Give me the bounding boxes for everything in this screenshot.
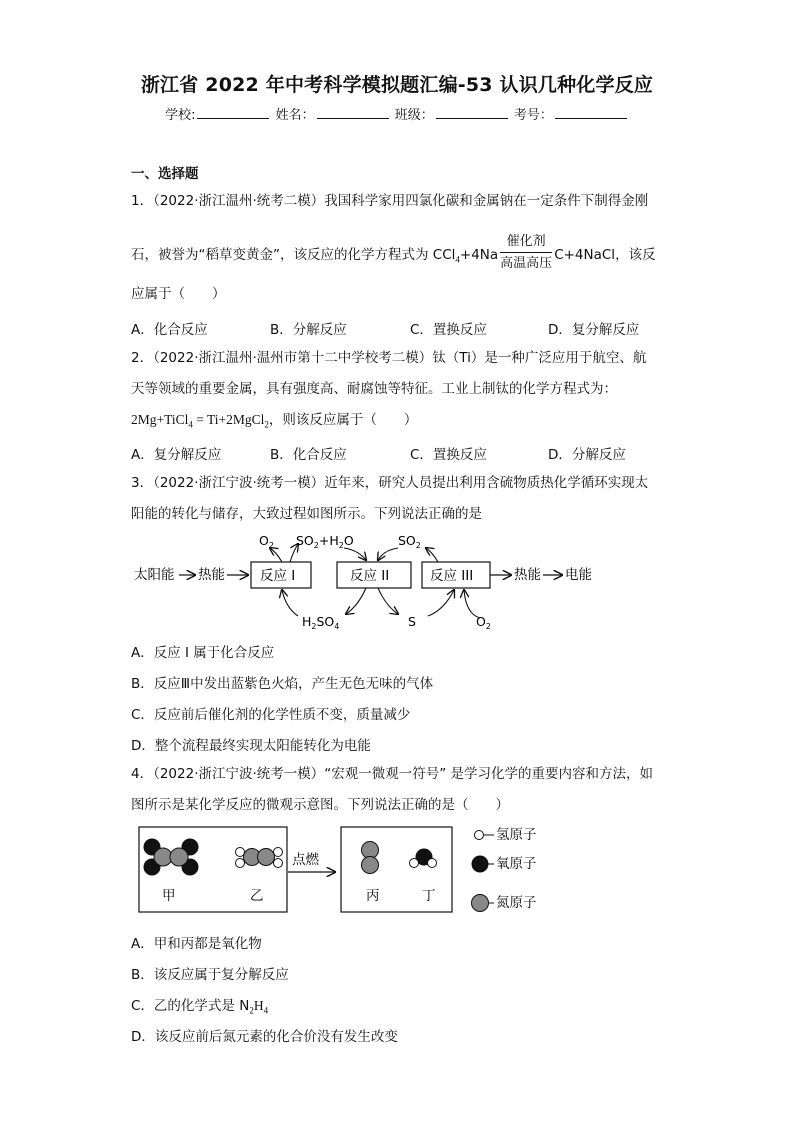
- nitrogen-legend-icon: [472, 895, 489, 912]
- arrow-s-reaction3: [428, 590, 454, 616]
- label-bing: 丙: [366, 888, 380, 904]
- hydrogen-atom: [274, 859, 283, 868]
- hydrogen-atom: [428, 859, 437, 868]
- q4-option-a[interactable]: A．甲和丙都是氧化物: [131, 936, 262, 952]
- label-jia: 甲: [162, 888, 176, 904]
- q1-line2-mid: +4Na: [459, 247, 499, 263]
- q1-option-a[interactable]: A．化合反应: [131, 322, 208, 338]
- hydrogen-legend-icon: [475, 831, 484, 840]
- q3-line1: 3．（2022·浙江宁波·统考一模）近年来，研究人员提出利用含硫物质热化学循环实现太: [131, 475, 649, 491]
- ignite-condition-label: 点燃: [292, 852, 319, 868]
- q1-line3: 应属于（ ）: [131, 286, 226, 302]
- arrow-h2so4-reaction1: [282, 590, 298, 616]
- o2-top-label: $O_2$: [259, 533, 274, 550]
- solar-energy-label: 太阳能: [134, 567, 175, 583]
- q4-option-b[interactable]: B．该反应属于复分解反应: [131, 967, 289, 983]
- nitrogen-atom: [362, 842, 379, 859]
- arrow-reaction3-so2: [426, 548, 438, 562]
- q3-option-c[interactable]: C．反应前后催化剂的化学性质不变，质量减少: [131, 707, 411, 723]
- reaction-1-label: 反应 I: [260, 568, 296, 584]
- heat-out-label: 热能: [514, 567, 541, 583]
- nitrogen-atom: [154, 848, 172, 866]
- q2-option-d[interactable]: D．分解反应: [548, 447, 626, 463]
- class-label: 班级：: [394, 108, 434, 123]
- s-label: S: [408, 614, 416, 629]
- q2-line2: 天等领域的重要金属，具有强度高、耐腐蚀等特征。工业上制钛的化学方程式为：: [131, 381, 617, 397]
- q2-eq-part3: ，则该反应属于（ ）: [268, 412, 418, 428]
- h2so4-label: $H_2SO_4$: [302, 614, 340, 631]
- q2-eq-part2: = Ti+2MgCl: [192, 412, 265, 427]
- q2-eq-part1: 2Mg+TiCl: [131, 412, 189, 427]
- q4-line2: 图所示是某化学反应的微观示意图。下列说法正确的是（ ）: [131, 797, 509, 813]
- sulfur-cycle-diagram: [130, 528, 610, 633]
- q4-option-c[interactable]: C．乙的化学式是 $N_2H_4$: [131, 998, 269, 1016]
- high-temp-pressure-label: 高温高压: [500, 256, 553, 271]
- nitrogen-atom: [170, 848, 188, 866]
- name-blank[interactable]: [317, 106, 389, 119]
- hydrogen-atom: [236, 848, 245, 857]
- arrow-so2-reaction2: [378, 548, 398, 560]
- name-label: 姓名：: [275, 108, 315, 123]
- q3-option-a[interactable]: A．反应 I 属于化合反应: [131, 645, 275, 661]
- nitrogen-legend-label: 氮原子: [496, 895, 537, 911]
- q3-option-d[interactable]: D．整个流程最终实现太阳能转化为电能: [131, 738, 371, 754]
- number-blank[interactable]: [555, 106, 627, 119]
- arrow-reaction2-h2so4: [346, 588, 366, 614]
- heat-in-label: 热能: [198, 567, 225, 583]
- q1-line2-pre: 石，被誉为“稻草变黄金”，该反应的化学方程式为 CCl: [131, 247, 456, 263]
- so2-h2o-label: $SO_2+H_2O$: [296, 533, 354, 550]
- arrow-so2-h2o-reaction2: [344, 548, 366, 560]
- so2-top-label: $SO_2$: [398, 533, 421, 550]
- reaction-2-label: 反应 II: [350, 568, 390, 584]
- label-yi: 乙: [250, 888, 264, 904]
- class-blank[interactable]: [436, 106, 508, 119]
- school-label: 学校:: [165, 108, 196, 123]
- q1-option-b[interactable]: B．分解反应: [270, 322, 347, 338]
- q1-option-d[interactable]: D．复分解反应: [548, 322, 640, 338]
- micro-reaction-diagram: [130, 820, 570, 920]
- q3-option-b[interactable]: B．反应Ⅲ中发出蓝紫色火焰，产生无色无味的气体: [131, 676, 434, 692]
- q2-line3: 2Mg+TiCl$_4$ = Ti+2MgCl$_2$，则该反应属于（ ）: [131, 412, 418, 430]
- q2-option-c[interactable]: C．置换反应: [410, 447, 487, 463]
- hydrogen-atom: [236, 859, 245, 868]
- q2-option-a[interactable]: A．复分解反应: [131, 447, 222, 463]
- arrow-reaction2-s: [378, 588, 398, 614]
- hydrogen-legend-label: 氢原子: [496, 827, 537, 843]
- q1-option-c[interactable]: C．置换反应: [410, 322, 487, 338]
- q4-option-d[interactable]: D．该反应前后氮元素的化合价没有发生改变: [131, 1029, 398, 1045]
- atom-legend: [472, 827, 537, 912]
- nitrogen-atom: [258, 849, 275, 866]
- hydrogen-atom: [274, 848, 283, 857]
- section-heading: 一、选择题: [131, 166, 199, 182]
- arrow-reaction1-o2: [270, 548, 282, 562]
- q2-line1: 2．（2022·浙江温州·温州市第十二中学校考二模）钛（Ti）是一种广泛应用于航空、航: [131, 350, 647, 366]
- electric-energy-label: 电能: [565, 567, 592, 583]
- reaction-3-label: 反应 III: [430, 568, 474, 584]
- o2-bottom-label: $O_2$: [476, 614, 491, 631]
- oxygen-legend-icon: [472, 856, 488, 872]
- hydrogen-atom: [410, 859, 419, 868]
- school-blank[interactable]: [197, 106, 269, 119]
- q4-line1: 4．（2022·浙江宁波·统考一模）“宏观一微观一符号” 是学习化学的重要内容和方法，如: [131, 766, 654, 782]
- q2-option-b[interactable]: B．化合反应: [270, 447, 347, 463]
- q3-line2: 阳能的转化与储存，大致过程如图所示。下列说法正确的是: [131, 506, 482, 522]
- oxygen-legend-label: 氧原子: [496, 856, 537, 872]
- q1-line1: 1．（2022·浙江温州·统考二模）我国科学家用四氯化碳和金属钠在一定条件下制得金刚: [131, 193, 649, 209]
- student-info-line: [0, 104, 794, 123]
- q4-option-c-text: C．乙的化学式是 N: [131, 998, 250, 1014]
- nitrogen-atom: [362, 857, 379, 874]
- reaction-condition: [500, 234, 552, 272]
- q1-line2: 石，被誉为“稻草变黄金”，该反应的化学方程式为 CCl$_4$+4Na 催化剂 高温高压 C+4NaCl，该反: [131, 234, 656, 271]
- page-title: 浙江省 2022 年中考科学模拟题汇编-53 认识几种化学反应: [140, 74, 654, 96]
- catalyst-label: 催化剂: [500, 234, 552, 253]
- number-label: 考号：: [513, 108, 553, 123]
- q1-line2-post: C+4NaCl，该反: [554, 247, 656, 263]
- label-ding: 丁: [422, 888, 436, 904]
